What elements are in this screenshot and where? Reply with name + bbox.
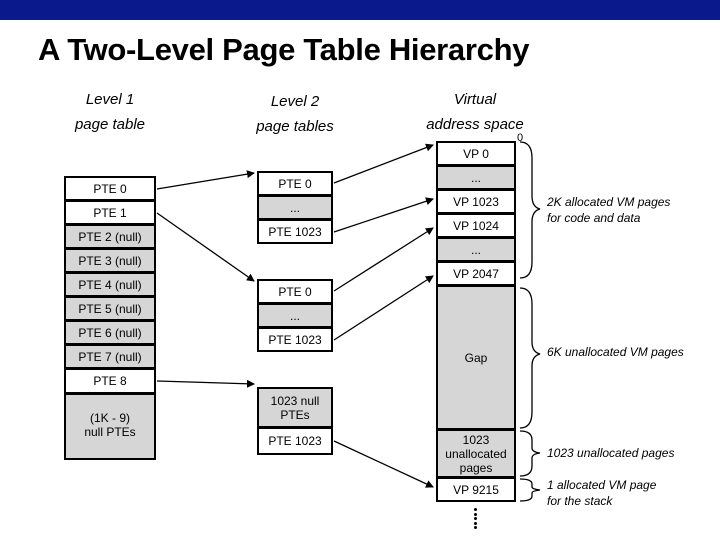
annotation-line-2: for code and data (547, 211, 641, 225)
level1-pte-7: PTE 7 (null) (64, 344, 156, 369)
level2-t1-pte-1023: PTE 1023 (257, 219, 333, 244)
vp-0: VP 0 (436, 141, 516, 166)
annotation-line-1: 2K allocated VM pages (547, 195, 671, 209)
vp-ellipsis-1: ... (436, 165, 516, 190)
arrow-l1pte1-to-l2t2 (157, 213, 254, 281)
vp-1023: VP 1023 (436, 189, 516, 214)
vp-9215: VP 9215 (436, 477, 516, 502)
level2-t1-pte-0: PTE 0 (257, 171, 333, 196)
arrow-t3pte1023-to-vp9215 (334, 441, 433, 487)
annotation-unallocated-6k: 6K unallocated VM pages (547, 345, 684, 359)
annotation-unallocated-1023: 1023 unallocated pages (547, 446, 675, 460)
level2-t2-ellipsis: ... (257, 303, 333, 328)
level1-null-ptes: (1K - 9) null PTEs (64, 393, 156, 460)
level1-pte-2: PTE 2 (null) (64, 224, 156, 249)
annotation-line-1: 1 allocated VM page (547, 478, 657, 492)
unallocated-pages: 1023 unallocated pages (436, 429, 516, 478)
virtual-header-line2: address space (426, 116, 524, 133)
virtual-header-line1: Virtual (453, 91, 497, 108)
level1-pte-6: PTE 6 (null) (64, 320, 156, 345)
arrow-l1pte8-to-l2t3 (157, 381, 254, 384)
level1-pte-8: PTE 8 (64, 368, 156, 394)
address-zero-label: 0 (517, 132, 524, 144)
vp-ellipsis-2: ... (436, 237, 516, 262)
gap-region: Gap (436, 285, 516, 430)
brace-allocated-code-data (520, 142, 540, 278)
annotation-line-2: for the stack (547, 494, 613, 508)
level1-pte-3: PTE 3 (null) (64, 248, 156, 273)
slide-title: A Two-Level Page Table Hierarchy (38, 32, 530, 67)
vp-1024: VP 1024 (436, 213, 516, 238)
level2-t2-pte-0: PTE 0 (257, 279, 333, 304)
level2-header-line2: page tables (256, 118, 334, 135)
arrow-t1pte1023-to-vp1023 (334, 199, 433, 232)
level2-header-line1: Level 2 (270, 93, 320, 110)
level1-pte-1: PTE 1 (64, 200, 156, 225)
arrow-t2pte0-to-vp1024 (334, 228, 433, 291)
level1-pte-4: PTE 4 (null) (64, 272, 156, 297)
level1-pte-0: PTE 0 (64, 176, 156, 201)
arrow-t1pte0-to-vp0 (334, 145, 433, 183)
level2-t1-ellipsis: ... (257, 195, 333, 220)
brace-unallocated (520, 431, 540, 476)
level2-null-ptes: 1023 null PTEs (257, 387, 333, 428)
level1-pte-5: PTE 5 (null) (64, 296, 156, 321)
arrow-l1pte0-to-l2t1 (157, 173, 254, 189)
vp-2047: VP 2047 (436, 261, 516, 286)
brace-gap (520, 288, 540, 428)
level2-t3-pte-1023: PTE 1023 (257, 427, 333, 455)
level1-header-line2: page table (74, 116, 146, 133)
level2-t2-pte-1023: PTE 1023 (257, 327, 333, 352)
arrow-t2pte1023-to-vp2047 (334, 276, 433, 340)
brace-stack (520, 479, 540, 501)
level1-header-line1: Level 1 (85, 91, 135, 108)
